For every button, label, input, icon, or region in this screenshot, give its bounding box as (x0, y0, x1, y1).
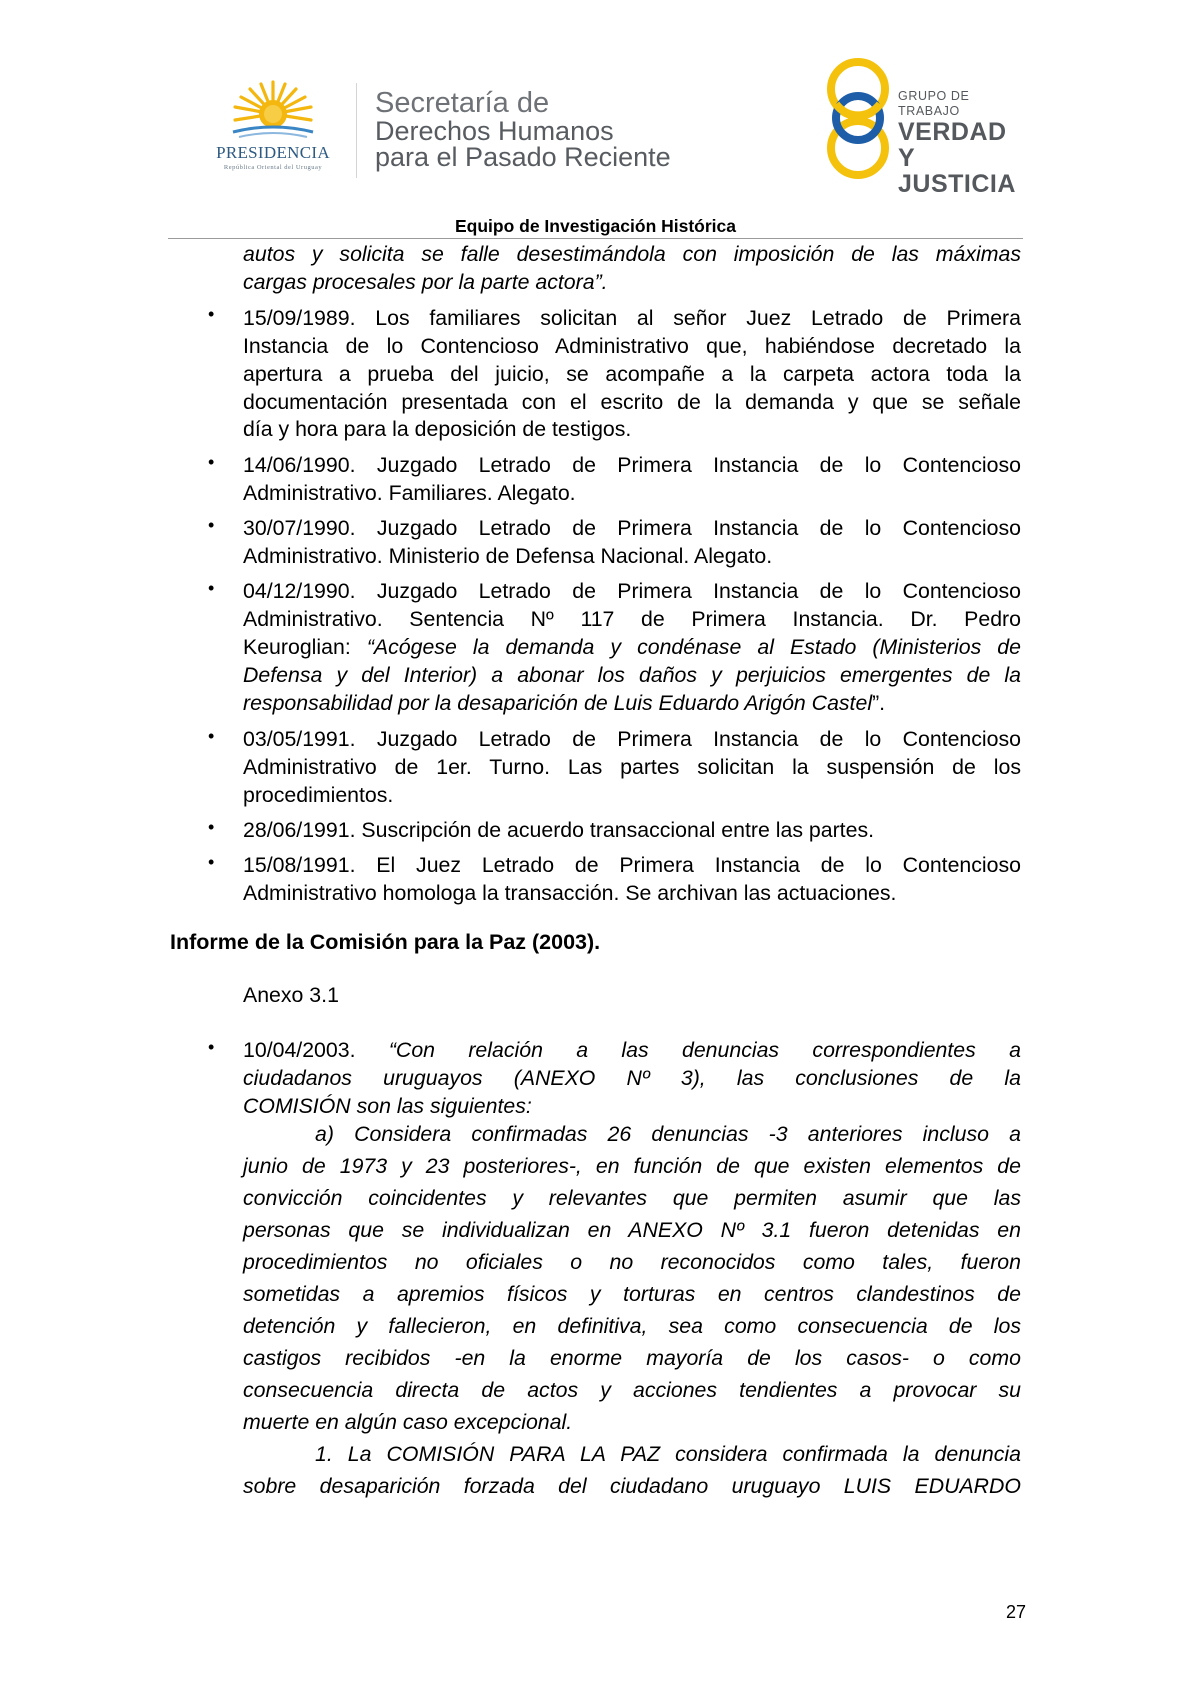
anexo-label: Anexo 3.1 (243, 983, 339, 1007)
text-line: autos y solicita se falle desestimándola con imposición de las máximas (243, 242, 1021, 266)
quote-italic: responsabilidad por la desaparición de Luis Eduardo Arigón Castel (243, 691, 873, 715)
text-line: Administrativo. Sentencia Nº 117 de Primera Instancia. Dr. Pedro (243, 607, 1021, 631)
text-line: procedimientos no oficiales o no reconocidos como tales, fueron (243, 1250, 1021, 1274)
page-number: 27 (1005, 1602, 1026, 1622)
text-line: personas que se individualizan en ANEXO Nº 3.1 fueron detenidas en (243, 1218, 1021, 1242)
text-line: Administrativo. Ministerio de Defensa Nacional. Alegato. (243, 544, 773, 568)
text-line: 14/06/1990. Juzgado Letrado de Primera Instancia de lo Contencioso (243, 453, 1021, 477)
quote-italic: “Con relación a las denuncias correspondientes a (388, 1038, 1021, 1062)
text-line: Instancia de lo Contencioso Administrativo que, habiéndose decretado la (243, 334, 1021, 358)
text-line: Administrativo de 1er. Turno. Las partes solicitan la suspensión de los (243, 755, 1021, 779)
text-line: 15/09/1989. Los familiares solicitan al señor Juez Letrado de Primera (243, 306, 1021, 330)
bullet: • (208, 515, 215, 535)
text-line: Administrativo homologa la transacción. Se archivan las actuaciones. (243, 881, 897, 905)
bullet: • (208, 304, 215, 324)
grupo-line-1: GRUPO DE TRABAJO (898, 89, 970, 118)
text-line: cargas procesales por la parte actora”. (243, 270, 608, 294)
text-line: Administrativo. Familiares. Alegato. (243, 481, 576, 505)
bullet: • (208, 726, 215, 746)
text-line: 03/05/1991. Juzgado Letrado de Primera Instancia de lo Contencioso (243, 727, 1021, 751)
text-line (243, 1037, 1021, 1065)
text-line: sobre desaparición forzada del ciudadano uruguayo LUIS EDUARDO (243, 1474, 1021, 1498)
bullet: • (208, 452, 215, 472)
text-line: COMISIÓN son las siguientes: (243, 1094, 532, 1118)
text-line: documentación presentada con el escrito de la demanda y que se señale (243, 390, 1021, 414)
text-line: sometidas a apremios físicos y torturas en centros clandestinos de (243, 1282, 1021, 1306)
text-normal: Keuroglian: (243, 635, 367, 659)
text-line: 28/06/1991. Suscripción de acuerdo transaccional entre las partes. (243, 818, 875, 842)
text-line: procedimientos. (243, 783, 394, 807)
presidencia-name: PRESIDENCIA (216, 143, 330, 162)
text-line: 30/07/1990. Juzgado Letrado de Primera Instancia de lo Contencioso (243, 516, 1021, 540)
text-line: detención y fallecieron, en definitiva, sea como consecuencia de los (243, 1314, 1021, 1338)
text-normal: 10/04/2003. (243, 1038, 389, 1062)
bullet: • (208, 1037, 215, 1057)
presidencia-subtitle: República Oriental del Uruguay (223, 164, 323, 171)
secretaria-line-1: Secretaría de (375, 87, 550, 119)
text-line: junio de 1973 y 23 posteriores-, en función de que existen elementos de (243, 1154, 1021, 1178)
bullet: • (208, 578, 215, 598)
text-line: convicción coincidentes y relevantes que permiten asumir que las (243, 1186, 1021, 1210)
section-heading: Informe de la Comisión para la Paz (2003). (170, 930, 601, 954)
grupo-line-3: JUSTICIA (898, 170, 1016, 198)
text-line: consecuencia directa de actos y acciones tendientes a provocar su (243, 1378, 1021, 1402)
bullet: • (208, 817, 215, 837)
bullet: • (208, 852, 215, 872)
quote-italic: “Acógese la demanda y condénase al Estado (Ministerios de (366, 635, 1021, 659)
text-line: 04/12/1990. Juzgado Letrado de Primera Instancia de lo Contencioso (243, 579, 1021, 603)
text-line: 15/08/1991. El Juez Letrado de Primera Instancia de lo Contencioso (243, 853, 1021, 877)
secretaria-line-2: Derechos Humanos (375, 116, 614, 146)
text-line: a) Considera confirmadas 26 denuncias -3 anteriores incluso a (315, 1122, 1021, 1146)
text-line: castigos recibidos -en la enorme mayoría de los casos- o como (243, 1346, 1021, 1370)
text-normal: ”. (872, 691, 886, 715)
text-line: día y hora para la deposición de testigos. (243, 417, 632, 441)
text-line (243, 690, 1021, 718)
text-line: ciudadanos uruguayos (ANEXO Nº 3), las conclusiones de la (243, 1066, 1021, 1090)
text-line: muerte en algún caso excepcional. (243, 1410, 573, 1434)
text-line (243, 634, 1021, 662)
secretaria-line-3: para el Pasado Reciente (375, 142, 671, 172)
text-line: Defensa y del Interior) a abonar los daños y perjuicios emergentes de la (243, 663, 1021, 687)
header-title: Equipo de Investigación Histórica (454, 216, 737, 236)
grupo-line-2: VERDAD Y (898, 118, 1007, 172)
text-line: 1. La COMISIÓN PARA LA PAZ considera confirmada la denuncia (315, 1442, 1021, 1466)
text-line: apertura a prueba del juicio, se acompañe a la carpeta actora toda la (243, 362, 1021, 386)
